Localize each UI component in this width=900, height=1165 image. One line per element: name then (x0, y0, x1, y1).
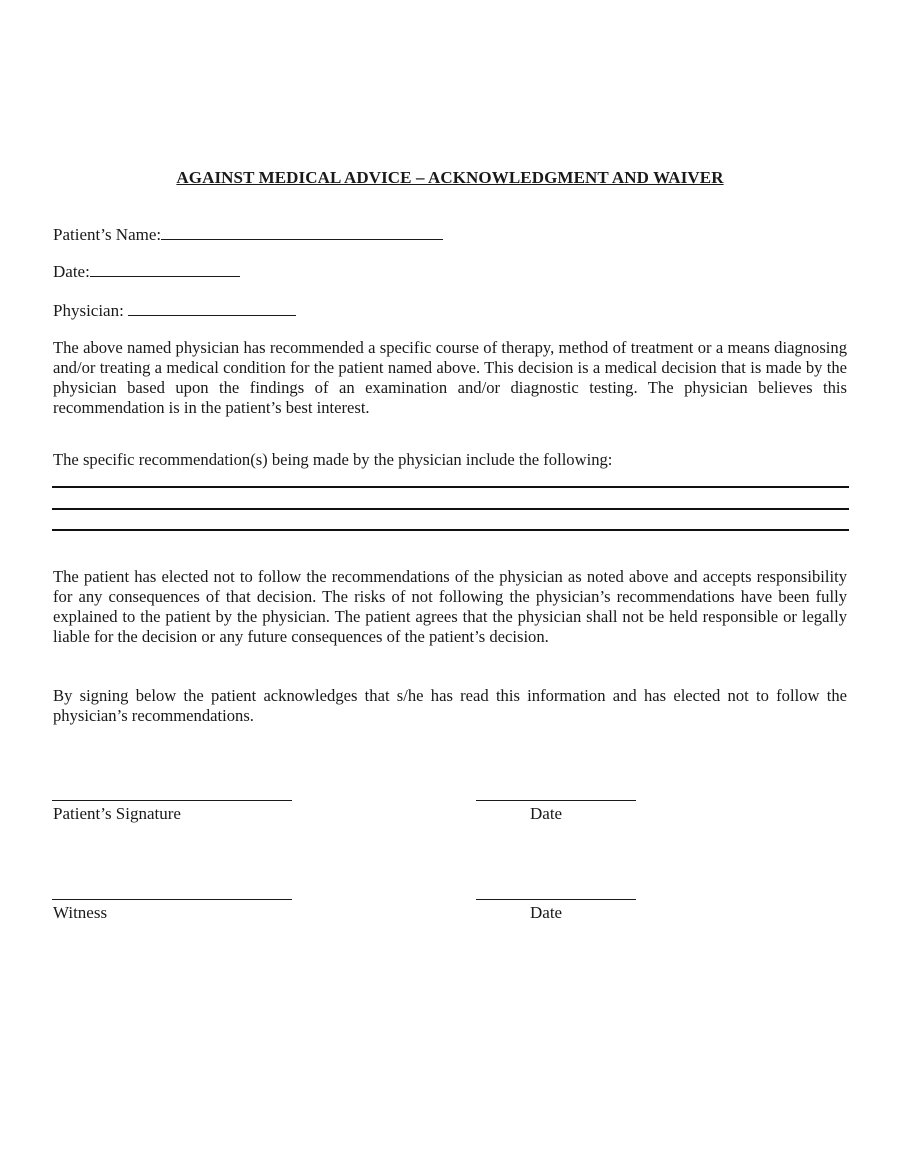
patient-name-blank[interactable] (161, 225, 443, 240)
date-label: Date: (53, 262, 90, 281)
acknowledgment-paragraph: By signing below the patient acknowledges that s/he has read this information and has elected not to follow the physician’s recommendations. (53, 686, 847, 725)
form-title: AGAINST MEDICAL ADVICE – ACKNOWLEDGMENT AND WAIVER (176, 168, 724, 187)
physician-label: Physician: (53, 301, 129, 320)
patient-name-label: Patient’s Name: (53, 225, 162, 244)
physician-blank[interactable] (128, 301, 296, 316)
date-field (53, 262, 240, 282)
recommendation-line-1[interactable] (52, 486, 849, 488)
witness-date-label: Date (530, 903, 563, 922)
date-blank[interactable] (90, 262, 240, 277)
witness-signature-line[interactable] (52, 899, 292, 900)
patient-signature-label: Patient’s Signature (53, 804, 181, 823)
recommendation-line-3[interactable] (52, 529, 849, 531)
witness-date-line[interactable] (476, 899, 636, 900)
patient-date-label: Date (530, 804, 563, 823)
recommendations-intro: The specific recommendation(s) being made by the physician include the following: (53, 450, 613, 469)
intro-paragraph: The above named physician has recommended a specific course of therapy, method of treatment or a means diagnosing and/or treating a medical condition for the patient named above. This decision is a medical decision that is made by the physician based upon the findings of an examination and/or diagnostic testing. The physician believes this recommendation is in the patient’s best interest. (53, 338, 847, 417)
patient-signature-line[interactable] (52, 800, 292, 801)
patient-name-field (53, 225, 443, 245)
recommendation-line-2[interactable] (52, 508, 849, 510)
patient-date-line[interactable] (476, 800, 636, 801)
election-paragraph: The patient has elected not to follow the recommendations of the physician as noted above and accepts responsibility for any consequences of that decision. The risks of not following the physician’s recommendations have been fully explained to the patient by the physician. The patient agrees that the physician shall not be held responsible or legally liable for the decision or any future consequences of the patient’s decision. (53, 567, 847, 646)
physician-field (53, 301, 296, 321)
witness-label: Witness (53, 903, 108, 922)
